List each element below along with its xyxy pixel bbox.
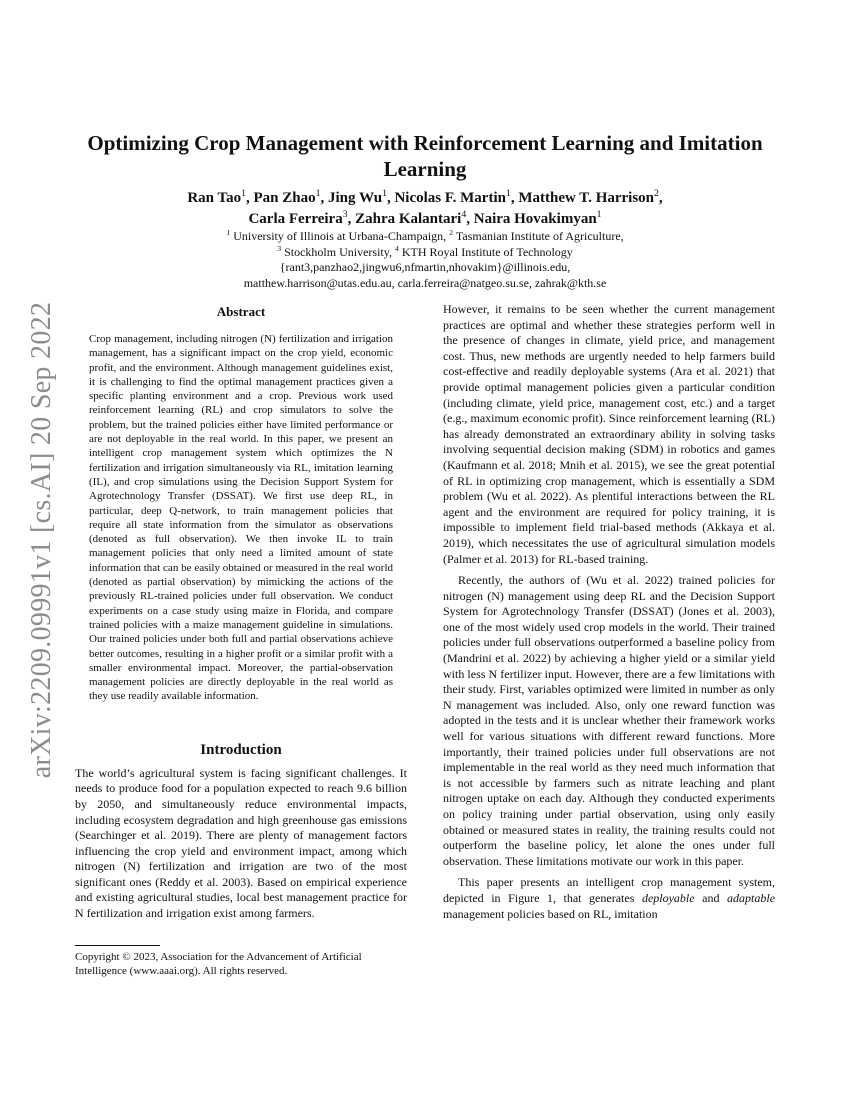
paragraph-text: management policies based on RL, imitation (443, 906, 658, 921)
arxiv-identifier-text: arXiv:2209.09991v1 [cs.AI] 20 Sep 2022 (26, 301, 57, 779)
author-affiliation-mark: 1 (505, 188, 511, 199)
paper-title: Optimizing Crop Management with Reinforcement Learning and Imitation Learning (87, 131, 763, 181)
affiliation-name: KTH Royal Institute of Technology (401, 244, 573, 259)
author-emails: {rant3,panzhao2,jingwu6,nfmartin,nhovakim}@illinois.edu, (279, 260, 571, 274)
author-name: Zahra Kalantari (355, 211, 462, 227)
affiliation-name: Stockholm University, (284, 244, 392, 259)
footnote-rule (75, 945, 160, 946)
author-affiliation-mark: 2 (654, 188, 659, 199)
emphasized-text: deployable (641, 890, 695, 905)
affiliation-number: 1 (226, 228, 231, 237)
author-name: Matthew T. Harrison (518, 190, 655, 206)
author-affiliation-mark: 1 (596, 209, 602, 220)
author-affiliation-mark: 1 (315, 188, 321, 199)
affiliation-name: Tasmanian Institute of Agriculture, (455, 229, 624, 243)
author-name: Ran Tao (187, 190, 242, 206)
paragraph-text: and (702, 890, 720, 905)
abstract-heading: Abstract (216, 304, 266, 319)
body-paragraph (443, 875, 775, 922)
author-name: Naira Hovakimyan (473, 211, 597, 227)
author-affiliation-mark: 1 (241, 188, 247, 199)
author-name: Carla Ferreira (248, 211, 343, 227)
author-list: Ran Tao$^1$, Pan Zhao$^1$, Jing Wu$^1$, Nicolas F. Martin$^1$, Matthew T. Harrison$^2$, Carla Ferreira$^3$, Zahra Kalantari$^4$, Naira Hovakimyan$^1$ (187, 188, 663, 227)
affiliation-number: 3 (277, 243, 282, 253)
author-emails: matthew.harrison@utas.edu.au, carla.ferreira@natgeo.su.se, zahrak@kth.se (243, 275, 607, 290)
right-column (443, 302, 775, 922)
author-affiliation-mark: 1 (382, 188, 387, 199)
author-affiliation-mark: 3 (342, 209, 348, 220)
arxiv-identifier-stamp (24, 300, 60, 780)
affiliation-name: University of Illinois at Urbana-Champaign, (233, 229, 447, 243)
paragraph-text: This paper presents an intelligent crop management system, depicted in Figure 1, that generates (443, 875, 775, 905)
emphasized-text: adaptable (727, 890, 776, 905)
affiliation-number: 2 (449, 228, 454, 237)
author-name: Pan Zhao (253, 190, 316, 206)
affiliations-block (80, 229, 770, 291)
body-paragraph: Recently, the authors of (Wu et al. 2022) trained policies for nitrogen (N) management using deep RL and the Decision Support System for Agrotechnology Transfer (DSSAT) (Jones et al. 2003), one of the most widely used crop models in the world. Their trained policies under full observations outperformed a baseline policy from (Mandrini et al. 2022) by achieving a higher yield or a similar yield with less N fertilizer input. However, there are a few limitations with their study. First, variables optimized were limited in number as only N management was included. Also, only one reward function was adopted in the tests and it is unclear whether their framework works well for various situations with different reward functions. More importantly, their trained policies under full observations are not implementable in the real world as they need much information that is not accessible by farmers such as nitrate leaching and plant nitrogen uptake on each day. Although they conducted experiments on policy training under partial observation, using only easily obtained or measured states in reality, the training results could not outperform the baseline policy, let alone the ones under full observation. These limitations motivate our work in this paper. (443, 573, 775, 868)
abstract-text: Crop management, including nitrogen (N) fertilization and irrigation management, has a significant impact on the crop yield, economic profit, and the environment. Although management guidelines exist, it is challenging to find the optimal management practices given a specific planting environment and a crop. Previous work used reinforcement learning (RL) and crop simulators to solve the problem, but the trained policies either have limited performance or are not deployable in the real world. In this paper, we present an intelligent crop management system which optimizes the N fertilization and irrigation simultaneously via RL, imitation learning (IL), and crop simulations using the Decision Support System for Agrotechnology Transfer (DSSAT). We first use deep RL, in particular, deep Q-network, to train management policies that require all state information from the simulator as observations (denoted as full observation). We then invoke IL to train management policies that only need a limited amount of state information that can be easily obtained or measured in the real world (denoted as partial observation) by mimicking the actions of the previously RL-trained policies under full observation. We conduct experiments on a case study using maize in Florida, and compare trained policies with a maize management guideline in simulations. Our trained policies under both full and partial observations achieve better outcomes, resulting in a higher profit or a similar profit with a smaller environmental impact. Moreover, the partial-observation management policies are directly deployable in the real world as they use readily available information. (89, 333, 393, 703)
author-name: Nicolas F. Martin (394, 190, 506, 206)
left-column (75, 304, 407, 922)
author-affiliation-mark: 4 (461, 209, 467, 220)
introduction-heading: Introduction (200, 741, 282, 758)
body-paragraph: However, it remains to be seen whether the current management practices are optimal and whether these strategies perform well in the presence of changes in climate, yield price, and management cost. Thus, new methods are urgently needed to help farmers build cost-effective and readily deployable systems (Ara et al. 2021) that provide optimal management policies given a particular condition (including climate, yield price, management cost, etc.) and a target (e.g., maximum economic profit). Since reinforcement learning (RL) has already demonstrated an extraordinary ability in solving tasks involving sequential decision making (SDM) in robotics and games (Kaufmann et al. 2018; Mnih et al. 2015), we see the great potential of RL in optimizing crop management, which is essentially a SDM problem (Wu et al. 2022). As plentiful interactions between the RL agent and the environment are required for policy training, it is impossible to implement field trial-based methods (Akkaya et al. 2019), which necessitates the use of agricultural simulation models (Palmer et al. 2013) for RL-based training. (443, 302, 775, 566)
author-name: Jing Wu (328, 190, 383, 206)
copyright-notice: Copyright © 2023, Association for the Advancement of Artificial Intelligence (www.aaai.org). All rights reserved. (75, 951, 362, 977)
body-paragraph: The world’s agricultural system is facing significant challenges. It needs to produce food for a population expected to reach 9.6 billion by 2050, and simultaneously reduce environmental impacts, including ecosystem degradation and high greenhouse gas emissions (Searchinger et al. 2019). There are plenty of management factors influencing the crop yield and environment impact, among which nitrogen (N) fertilization and irrigation are two of the most significant ones (Reddy et al. 2003). Based on empirical experience and existing agricultural studies, local best management practice for N fertilization and irrigation exist among farmers. (75, 765, 407, 921)
affiliation-number: 4 (394, 243, 399, 253)
